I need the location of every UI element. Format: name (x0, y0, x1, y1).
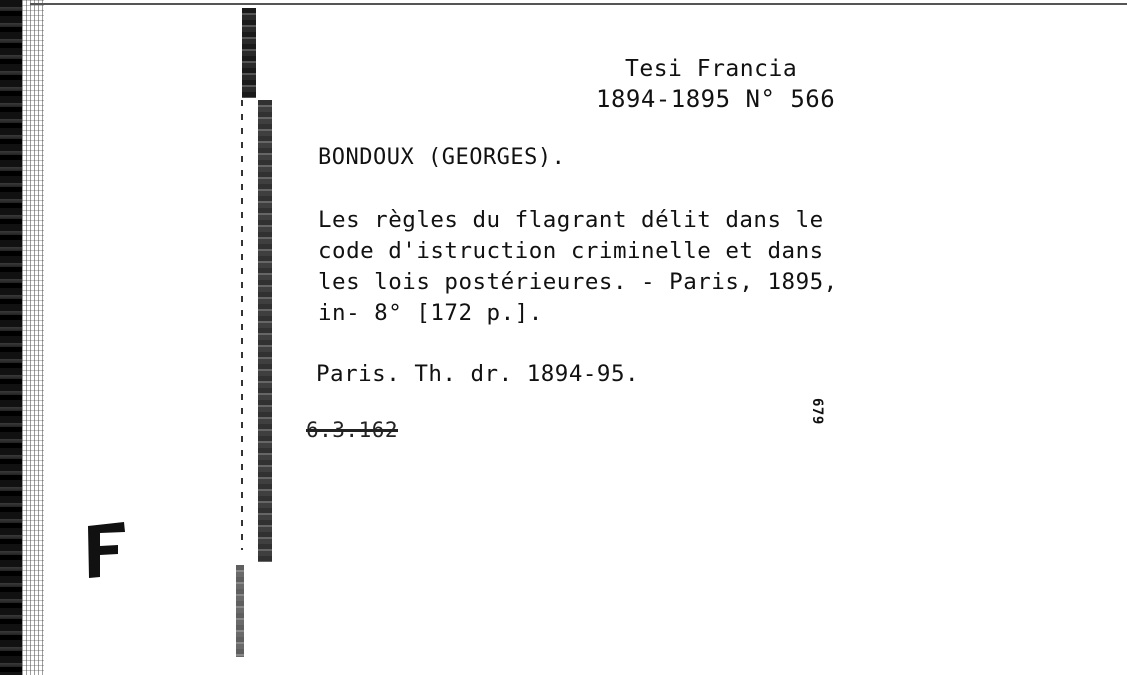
title-line: les lois postérieures. - Paris, 1895, (318, 269, 838, 295)
thesis-note: Paris. Th. dr. 1894-95. (316, 361, 640, 387)
title-line: in- 8° [172 p.]. (318, 300, 543, 326)
rotated-side-number: 679 (809, 398, 825, 425)
author-heading: BONDOUX (GEORGES). (318, 145, 566, 170)
series-heading: Tesi Francia (625, 56, 798, 82)
corner-letter-f-stamp (86, 520, 126, 580)
struck-shelf-mark: 6.3.162 (306, 418, 399, 442)
scan-edge-left (0, 0, 22, 675)
scan-top-line (30, 3, 1127, 5)
years-and-number: 1894-1895 N° 566 (596, 85, 836, 113)
title-line: code d'istruction criminelle et dans (318, 238, 824, 264)
title-line: Les règles du flagrant délit dans le (318, 207, 824, 233)
scan-column-bar-top (242, 8, 256, 98)
scan-column-dashes (241, 100, 243, 550)
scan-column-bar-middle (258, 100, 272, 562)
scan-edge-speckle (22, 0, 44, 675)
scan-column-bar-bottom (236, 565, 244, 657)
